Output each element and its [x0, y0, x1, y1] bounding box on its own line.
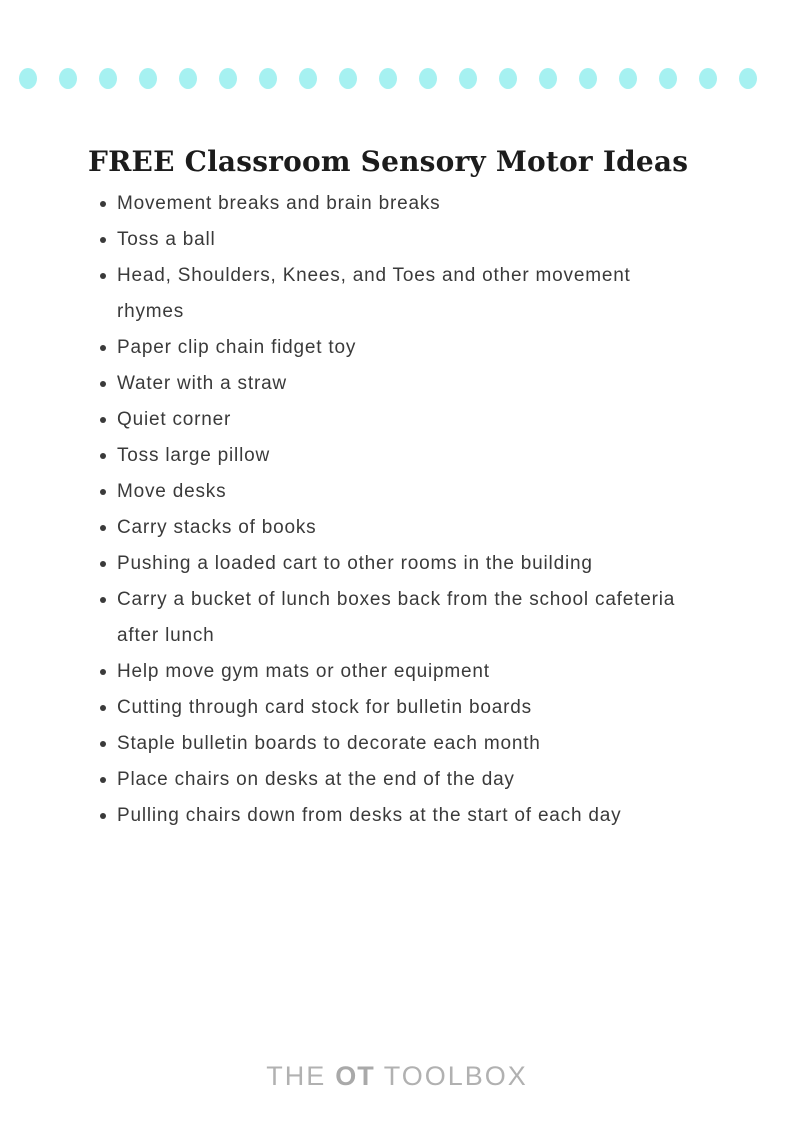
- decorative-dot: [219, 68, 237, 89]
- decorative-dot: [619, 68, 637, 89]
- decorative-dot: [539, 68, 557, 89]
- list-item-text: Cutting through card stock for bulletin boards: [117, 697, 532, 718]
- logo-word-the: THE: [266, 1061, 327, 1091]
- decorative-dot: [339, 68, 357, 89]
- bullet-icon: [100, 237, 106, 243]
- decorative-dot: [499, 68, 517, 89]
- bullet-icon: [100, 813, 106, 819]
- list-item-text: Staple bulletin boards to decorate each month: [117, 733, 541, 754]
- list-item: [88, 258, 688, 330]
- list-item: [88, 474, 688, 510]
- list-item-text: Pushing a loaded cart to other rooms in the building: [117, 553, 593, 574]
- list-item: [88, 654, 688, 690]
- bullet-icon: [100, 273, 106, 279]
- decorative-dot: [419, 68, 437, 89]
- bullet-icon: [100, 669, 106, 675]
- list-item: [88, 186, 688, 222]
- list-item: [88, 510, 688, 546]
- list-item-text: Pulling chairs down from desks at the start of each day: [117, 805, 622, 826]
- bullet-icon: [100, 741, 106, 747]
- list-item: [88, 798, 688, 834]
- list-item: [88, 366, 688, 402]
- bullet-icon: [100, 561, 106, 567]
- list-item-text: Water with a straw: [117, 373, 287, 394]
- bullet-icon: [100, 201, 106, 207]
- decorative-dot: [699, 68, 717, 89]
- bullet-icon: [100, 777, 106, 783]
- list-item: [88, 762, 688, 798]
- bullet-icon: [100, 453, 106, 459]
- bullet-icon: [100, 525, 106, 531]
- decorative-dots-row: [19, 68, 757, 89]
- bullet-icon: [100, 489, 106, 495]
- decorative-dot: [579, 68, 597, 89]
- list-item-text: Movement breaks and brain breaks: [117, 193, 441, 214]
- list-item-text: Carry stacks of books: [117, 517, 317, 538]
- list-item-text: Help move gym mats or other equipment: [117, 661, 490, 682]
- decorative-dot: [59, 68, 77, 89]
- logo-word-ot: OT: [335, 1061, 375, 1091]
- bullet-icon: [100, 345, 106, 351]
- decorative-dot: [259, 68, 277, 89]
- decorative-dot: [739, 68, 757, 89]
- list-item: [88, 582, 688, 654]
- list-item: [88, 402, 688, 438]
- bullet-icon: [100, 597, 106, 603]
- footer-logo: [0, 1059, 794, 1093]
- decorative-dot: [19, 68, 37, 89]
- decorative-dot: [459, 68, 477, 89]
- logo-word-toolbox: TOOLBOX: [383, 1061, 528, 1091]
- list-item-text: Toss a ball: [117, 229, 216, 250]
- list-item: [88, 330, 688, 366]
- bullet-icon: [100, 705, 106, 711]
- list-item: [88, 690, 688, 726]
- list-item: [88, 438, 688, 474]
- list-item-text: Move desks: [117, 481, 227, 502]
- list-item: [88, 726, 688, 762]
- list-item: [88, 222, 688, 258]
- bullet-icon: [100, 381, 106, 387]
- list-item: [88, 546, 688, 582]
- list-item-text: Place chairs on desks at the end of the day: [117, 769, 515, 790]
- decorative-dot: [179, 68, 197, 89]
- idea-list: [88, 186, 688, 834]
- decorative-dot: [139, 68, 157, 89]
- list-item-text: Carry a bucket of lunch boxes back from the school cafeteria after lunch: [117, 589, 676, 646]
- list-item-text: Quiet corner: [117, 409, 232, 430]
- page-title: FREE Classroom Sensory Motor Ideas: [88, 144, 689, 178]
- decorative-dot: [99, 68, 117, 89]
- list-item-text: Toss large pillow: [117, 445, 270, 466]
- decorative-dot: [659, 68, 677, 89]
- decorative-dot: [299, 68, 317, 89]
- list-item-text: Paper clip chain fidget toy: [117, 337, 357, 358]
- list-item-text: Head, Shoulders, Knees, and Toes and other movement rhymes: [117, 265, 631, 322]
- bullet-icon: [100, 417, 106, 423]
- decorative-dot: [379, 68, 397, 89]
